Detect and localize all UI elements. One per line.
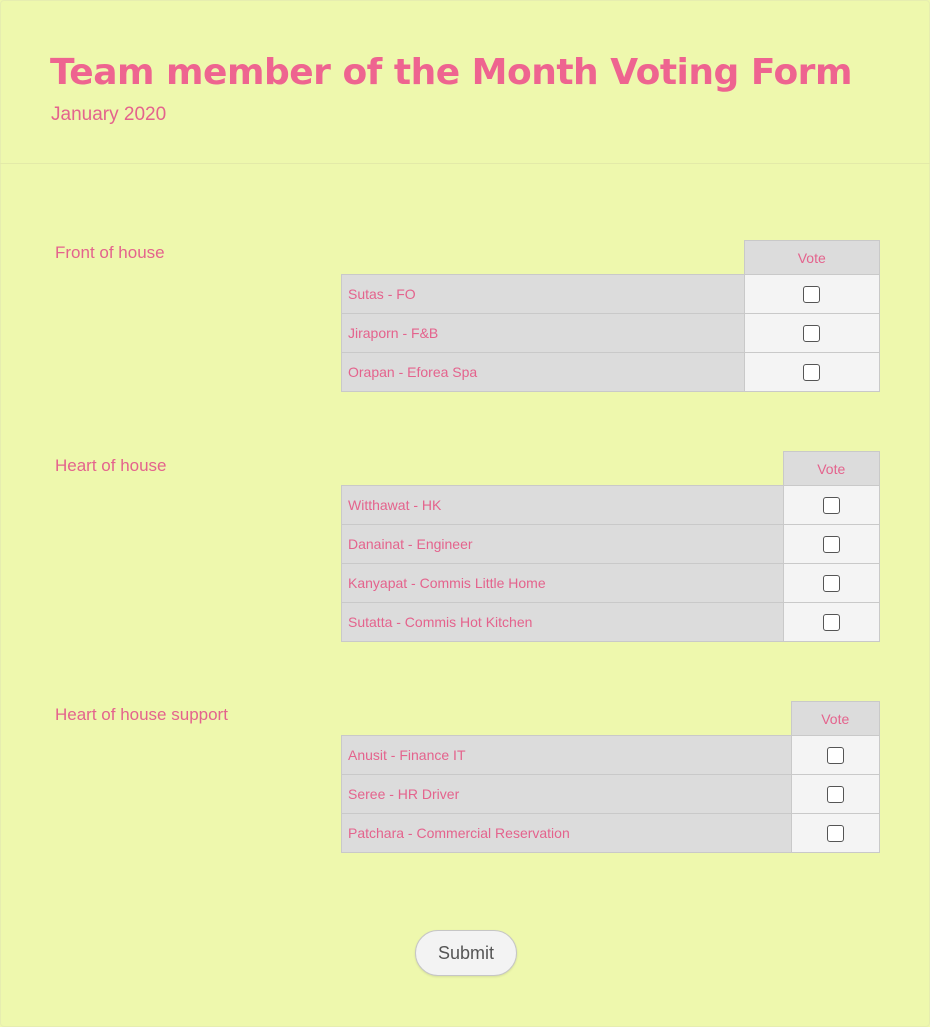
section-label-front-of-house: Front of house <box>55 243 165 262</box>
vote-checkbox[interactable] <box>823 575 840 592</box>
table-row <box>342 564 880 603</box>
vote-checkbox[interactable] <box>803 364 820 381</box>
matrix-heart-of-house-support <box>341 701 880 853</box>
vote-checkbox[interactable] <box>823 497 840 514</box>
candidate-name: Danainat - Engineer <box>342 525 784 564</box>
table-row <box>342 814 880 853</box>
matrix-front-of-house <box>341 240 880 392</box>
table-row <box>342 486 880 525</box>
candidate-name: Kanyapat - Commis Little Home <box>342 564 784 603</box>
vote-column-header: Vote <box>744 241 880 275</box>
form-title: Team member of the Month Voting Form <box>50 52 852 93</box>
candidate-name: Anusit - Finance IT <box>342 736 792 775</box>
section-label-heart-of-house-support: Heart of house support <box>55 705 228 724</box>
table-row <box>342 603 880 642</box>
form-header <box>0 0 930 164</box>
matrix-heart-of-house <box>341 451 880 642</box>
candidate-name: Witthawat - HK <box>342 486 784 525</box>
form-subtitle: January 2020 <box>51 104 167 125</box>
vote-checkbox[interactable] <box>827 786 844 803</box>
submit-button[interactable]: Submit <box>415 930 517 976</box>
vote-checkbox[interactable] <box>827 747 844 764</box>
candidate-name: Sutatta - Commis Hot Kitchen <box>342 603 784 642</box>
vote-checkbox[interactable] <box>827 825 844 842</box>
vote-column-header: Vote <box>791 702 880 736</box>
vote-checkbox[interactable] <box>803 325 820 342</box>
table-row <box>342 775 880 814</box>
table-row <box>342 275 880 314</box>
candidate-name: Seree - HR Driver <box>342 775 792 814</box>
table-row <box>342 353 880 392</box>
candidate-name: Orapan - Eforea Spa <box>342 353 745 392</box>
candidate-name: Jiraporn - F&B <box>342 314 745 353</box>
vote-column-header: Vote <box>783 452 880 486</box>
table-row <box>342 736 880 775</box>
candidate-name: Patchara - Commercial Reservation <box>342 814 792 853</box>
table-row <box>342 525 880 564</box>
section-label-heart-of-house: Heart of house <box>55 456 167 475</box>
vote-checkbox[interactable] <box>803 286 820 303</box>
vote-checkbox[interactable] <box>823 614 840 631</box>
table-row <box>342 314 880 353</box>
candidate-name: Sutas - FO <box>342 275 745 314</box>
vote-checkbox[interactable] <box>823 536 840 553</box>
